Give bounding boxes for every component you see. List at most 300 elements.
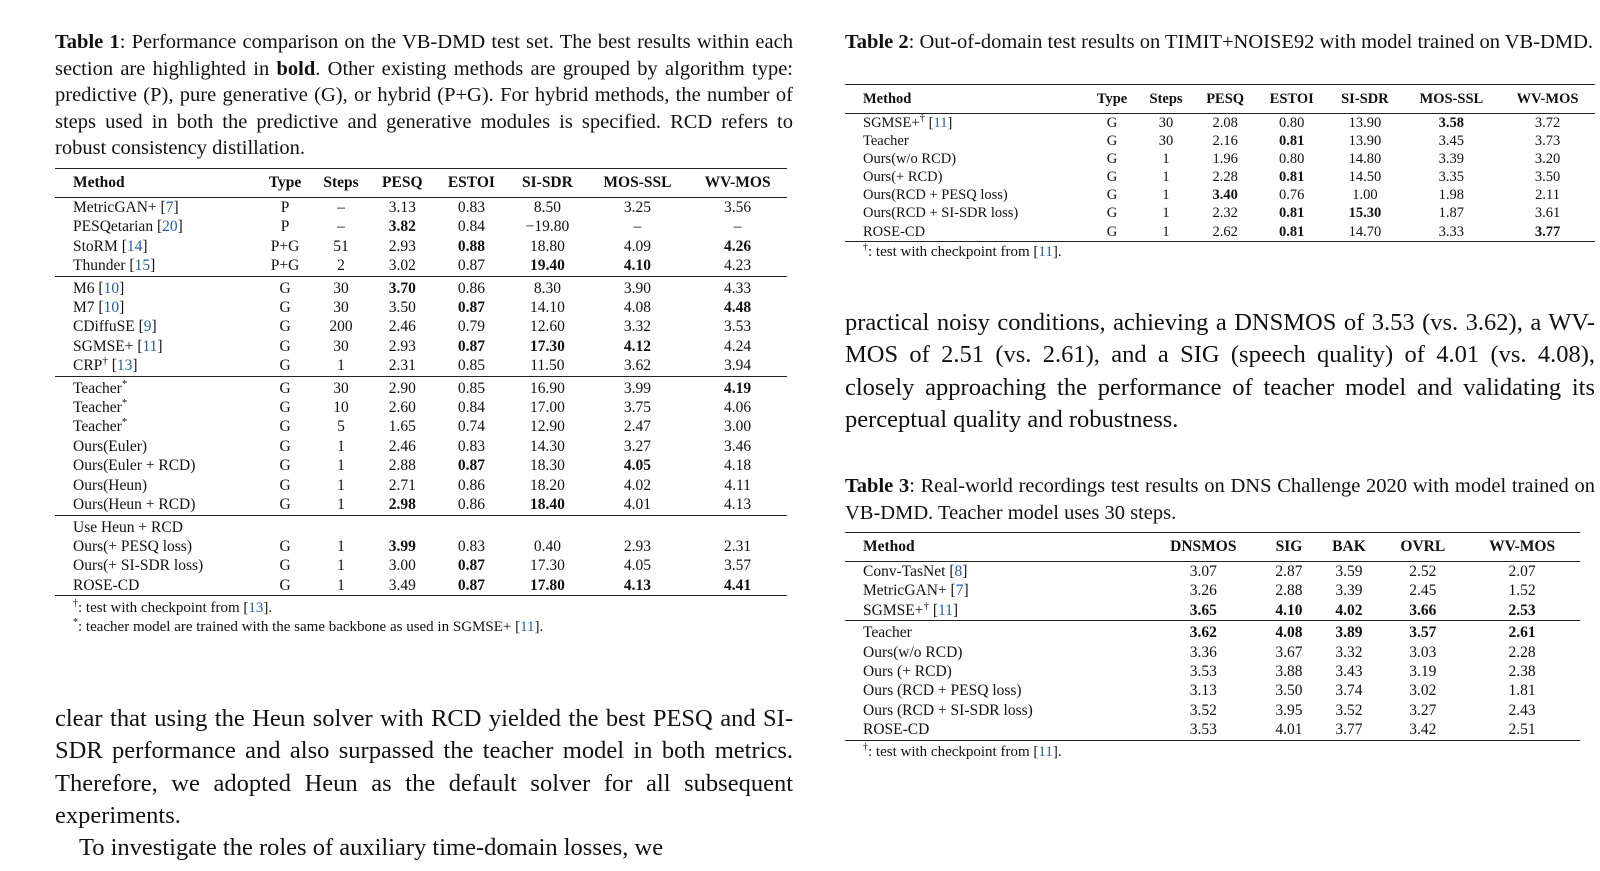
table1-value-cell: G bbox=[279, 418, 291, 436]
table1-value-cell: 0.87 bbox=[457, 257, 485, 275]
table3-row bbox=[845, 701, 1580, 720]
table1-method-name: StoRM bbox=[73, 237, 118, 255]
table1-method-name: PESQetarian bbox=[73, 218, 154, 236]
table2-footnote-symbol: † bbox=[863, 241, 868, 253]
table1-value-cell: 2.90 bbox=[370, 376, 435, 398]
table2-method-name: Ours(RCD + SI-SDR loss) bbox=[863, 205, 1019, 222]
table1-footnote-text: : teacher model are trained with the same backbone as used in SGMSE+ [ bbox=[78, 619, 521, 636]
table1-value-cell: 0.87 bbox=[457, 457, 485, 475]
table1-method-mark: * bbox=[121, 377, 128, 390]
table1-value-cell: 14.30 bbox=[529, 437, 565, 455]
table1-row bbox=[55, 317, 787, 336]
table1-header-pesq: PESQ bbox=[370, 169, 435, 198]
table3-value-cell: 4.08 bbox=[1261, 621, 1316, 643]
table1-row bbox=[55, 276, 787, 298]
table1-footnote-end: ]. bbox=[263, 600, 273, 617]
table1-citation-link[interactable]: 10 bbox=[103, 279, 120, 297]
table1-footnote-citation[interactable]: 11 bbox=[520, 619, 535, 636]
table1-header-wv-mos: WV-MOS bbox=[688, 169, 787, 198]
table3-value-cell: 3.89 bbox=[1316, 621, 1381, 643]
table2-row bbox=[845, 150, 1595, 168]
table1-label: Table 1 bbox=[55, 31, 120, 53]
table1-value-cell: 4.11 bbox=[724, 476, 751, 494]
table1-value-cell: 3.70 bbox=[370, 276, 435, 298]
table1-value-cell: P bbox=[280, 218, 290, 236]
table2-footnote-text: : test with checkpoint from [ bbox=[868, 243, 1039, 260]
table1-caption bbox=[55, 29, 793, 162]
table1-method-cell bbox=[55, 456, 258, 475]
table1-method-name: Teacher bbox=[73, 418, 122, 436]
table2-value-cell: G bbox=[1106, 133, 1118, 150]
table1-row bbox=[55, 376, 787, 398]
table3-value-cell: 3.59 bbox=[1335, 563, 1363, 580]
table1-value-cell: 30 bbox=[312, 376, 370, 398]
table3-value-cell: 1.52 bbox=[1508, 582, 1536, 600]
table2-row bbox=[845, 132, 1595, 150]
table3-method-cell: Conv-TasNet [8] bbox=[863, 563, 968, 580]
table1-method-cell: M7 [10] bbox=[73, 299, 125, 317]
table1-value-cell: G bbox=[279, 299, 291, 317]
table1-value-cell: 18.30 bbox=[529, 457, 565, 475]
table1-value-cell: 2.31 bbox=[388, 357, 416, 375]
table1-citation-link[interactable]: 11 bbox=[142, 337, 158, 355]
table1-method-cell: M6 [10] bbox=[55, 276, 258, 298]
table1-value-cell: 1 bbox=[337, 437, 345, 455]
table1-method-cell bbox=[55, 437, 258, 456]
table3-footnote-citation[interactable]: 11 bbox=[1038, 743, 1053, 760]
table1-value-cell: 3.57 bbox=[724, 557, 752, 575]
table1-value-cell: 0.84 bbox=[457, 218, 485, 236]
table3-row bbox=[845, 581, 1580, 600]
table2-value-cell: 14.70 bbox=[1327, 223, 1403, 242]
table3-footnote-symbol: † bbox=[863, 741, 868, 753]
table1-value-cell: 2.93 bbox=[623, 537, 651, 555]
table1-row bbox=[55, 198, 787, 218]
table3-header-wv-mos: WV-MOS bbox=[1464, 533, 1580, 562]
table1-row bbox=[55, 217, 787, 236]
table1-value-cell: P+G bbox=[270, 237, 300, 255]
table1-value-cell: 4.33 bbox=[688, 276, 787, 298]
table1-value-cell: – bbox=[633, 218, 642, 236]
table3-method-cell: MetricGAN+ [7] bbox=[863, 582, 969, 600]
table1-value-cell: 5 bbox=[337, 418, 345, 436]
table3-method-cell bbox=[845, 643, 1145, 662]
table1-value-cell: G bbox=[279, 318, 291, 336]
table2-method-cell bbox=[845, 132, 1086, 150]
table3-method-name: Conv-TasNet bbox=[863, 563, 946, 580]
table1-caption-bold: bold bbox=[276, 57, 316, 80]
table3-row bbox=[845, 662, 1580, 681]
table1-value-cell: 4.01 bbox=[623, 496, 651, 514]
table3-row bbox=[845, 621, 1580, 643]
table1-citation-link[interactable]: 14 bbox=[126, 237, 143, 255]
table3-footnote-end: ]. bbox=[1052, 743, 1062, 760]
table2-citation-link[interactable]: 11 bbox=[933, 115, 948, 131]
table1-method-cell bbox=[55, 556, 258, 575]
table1-value-cell: 1 bbox=[337, 457, 345, 475]
table3-value-cell: 2.88 bbox=[1275, 582, 1303, 600]
table2-method-mark: † bbox=[919, 112, 926, 125]
table1-value-cell: – bbox=[337, 199, 345, 216]
table1-row bbox=[55, 476, 787, 495]
table1-method-cell: Thunder [15] bbox=[73, 257, 156, 275]
table3-value-cell: 2.38 bbox=[1508, 663, 1536, 681]
table1-value-cell: 4.09 bbox=[623, 237, 651, 255]
table1-value-cell: 0.83 bbox=[457, 199, 485, 216]
table2-value-cell: 3.39 bbox=[1438, 151, 1465, 168]
table3-row bbox=[845, 681, 1580, 700]
table1-row bbox=[55, 298, 787, 317]
table2-method-name: Ours(w/o RCD) bbox=[863, 151, 957, 168]
table2-value-cell: 3.72 bbox=[1534, 115, 1561, 131]
table3-method-cell bbox=[845, 720, 1145, 740]
table1-method-name: M7 bbox=[73, 299, 95, 317]
table3-header-bak: BAK bbox=[1316, 533, 1381, 562]
table1-method-name: MetricGAN+ bbox=[73, 199, 157, 216]
table1-method-cell bbox=[55, 376, 258, 398]
table1-method-cell bbox=[55, 476, 258, 495]
table2-value-cell: 1 bbox=[1162, 205, 1170, 222]
table1-row bbox=[55, 437, 787, 456]
table3-value-cell: 3.39 bbox=[1335, 582, 1363, 600]
table1-value-cell: 3.50 bbox=[388, 299, 416, 317]
table2-method-cell bbox=[845, 186, 1086, 204]
table1-method-name: Ours(+ PESQ loss) bbox=[73, 537, 192, 555]
table1-value-cell: G bbox=[279, 537, 291, 555]
table3-row bbox=[845, 720, 1580, 740]
table1-value-cell: 30 bbox=[312, 276, 370, 298]
table2-footnote-citation[interactable]: 11 bbox=[1038, 243, 1053, 260]
table1-value-cell: 1 bbox=[337, 557, 345, 575]
table1-footnote-citation[interactable]: 13 bbox=[248, 600, 264, 617]
table1-method-name: Teacher bbox=[73, 379, 122, 397]
table1-value-cell: 18.20 bbox=[529, 476, 565, 494]
table1-method-cell bbox=[55, 417, 258, 436]
table1-row bbox=[55, 515, 787, 537]
table3-value-cell: 3.32 bbox=[1335, 643, 1363, 661]
table1-value-cell: G bbox=[258, 376, 312, 398]
table2-method-name: ROSE-CD bbox=[863, 223, 926, 240]
table1-value-cell: −19.80 bbox=[525, 218, 570, 236]
table1-method-cell bbox=[55, 537, 258, 556]
table1-value-cell: 18.80 bbox=[529, 237, 565, 255]
table2-method-cell: SGMSE+† [11] bbox=[863, 112, 953, 131]
table1-value-cell: 1 bbox=[312, 576, 370, 596]
table2-method-name: Ours(RCD + PESQ loss) bbox=[863, 187, 1008, 204]
table1-citation-link[interactable]: 20 bbox=[162, 218, 178, 236]
table2-value-cell: 0.81 bbox=[1279, 133, 1305, 150]
table1-value-cell: 17.00 bbox=[529, 399, 565, 417]
table1-value-cell: 3.00 bbox=[388, 557, 416, 575]
table1-value-cell: 0.83 bbox=[457, 437, 485, 455]
table2-value-cell: G bbox=[1106, 151, 1118, 168]
table2-row bbox=[845, 114, 1595, 133]
right-body-paragraph: practical noisy conditions, achieving a DNSMOS of 3.53 (vs. 3.62), a WV-MOS of 2.51 (vs. 2.61), and a SIG (speech quality) of 4.01 (vs. 4.08), closely approaching the performance of teacher model and validating its perceptual quality and robustness. bbox=[845, 309, 1595, 433]
table1-row bbox=[55, 556, 787, 575]
table3-value-cell: 3.50 bbox=[1275, 682, 1303, 700]
table1-value-cell: 0.86 bbox=[457, 496, 485, 514]
table1-value-cell: 19.40 bbox=[529, 257, 565, 275]
table1-header-si-sdr: SI-SDR bbox=[508, 169, 587, 198]
table3-value-cell: 3.36 bbox=[1189, 643, 1217, 661]
table1-value-cell: 18.40 bbox=[529, 496, 565, 514]
table1-value-cell: 2.93 bbox=[388, 337, 416, 355]
table2-value-cell: 3.73 bbox=[1534, 133, 1561, 150]
table2-header-si-sdr: SI-SDR bbox=[1327, 85, 1403, 114]
table1-method-cell: SGMSE+ [11] bbox=[73, 337, 163, 355]
table3-value-cell: 2.07 bbox=[1508, 563, 1536, 580]
table1-citation-link[interactable]: 9 bbox=[143, 318, 152, 336]
table3-value-cell: 3.42 bbox=[1382, 720, 1465, 740]
table2-method-cell bbox=[845, 150, 1086, 168]
table3-method-cell bbox=[845, 621, 1145, 643]
table1-value-cell: 17.80 bbox=[508, 576, 587, 596]
table2-method-cell bbox=[845, 223, 1086, 242]
table1-method-cell: CRP† [13] bbox=[73, 355, 138, 375]
table2-value-cell: 0.76 bbox=[1279, 187, 1305, 204]
left-body-paragraph: clear that using the Heun solver with RCD yielded the best PESQ and SI-SDR performance and also surpassed the teacher model in both metrics. Therefore, we adopted Heun as the default solver for all subsequent experiments. bbox=[55, 705, 793, 829]
table1-value-cell: 2.93 bbox=[388, 237, 416, 255]
table1-row bbox=[55, 537, 787, 556]
table1-method-name: M6 bbox=[73, 279, 95, 297]
table1-method-cell bbox=[55, 576, 258, 596]
table1-value-cell bbox=[258, 515, 312, 537]
table1-value-cell: 2.31 bbox=[724, 537, 752, 555]
table2-value-cell: 0.81 bbox=[1256, 223, 1327, 242]
table3-method-name: Ours (RCD + PESQ loss) bbox=[863, 682, 1022, 700]
table1-value-cell: 1 bbox=[337, 476, 345, 494]
table1-value-cell: 0.88 bbox=[457, 237, 485, 255]
table2-method-cell bbox=[845, 204, 1086, 222]
table1-value-cell: 1 bbox=[337, 357, 345, 375]
table1-caption-part1: : Performance comparison on the VB-DMD test set. The best results within each section are highlighted in bbox=[55, 31, 793, 80]
table2-row bbox=[845, 223, 1595, 242]
table1-value-cell: 3.00 bbox=[724, 418, 752, 436]
table1-value-cell: 4.19 bbox=[688, 376, 787, 398]
table3-label: Table 3 bbox=[845, 475, 910, 497]
table1-footnote-end: ]. bbox=[534, 619, 544, 636]
table1-value-cell bbox=[587, 515, 689, 537]
table2-value-cell: 3.35 bbox=[1438, 169, 1465, 186]
table3-value-cell: 2.61 bbox=[1464, 621, 1580, 643]
table1-value-cell: 3.27 bbox=[623, 437, 651, 455]
table1-value-cell: 0.84 bbox=[457, 399, 485, 417]
table1-value-cell: 12.90 bbox=[529, 418, 565, 436]
table1-value-cell: 1.65 bbox=[388, 418, 416, 436]
table1-value-cell: 51 bbox=[333, 237, 349, 255]
table3-value-cell: 3.74 bbox=[1335, 682, 1363, 700]
table1-row bbox=[55, 398, 787, 417]
table1-value-cell: 4.24 bbox=[724, 337, 752, 355]
table3-method-name: Ours (RCD + SI-SDR loss) bbox=[863, 701, 1033, 719]
table3-method-name: Ours(w/o RCD) bbox=[863, 643, 963, 661]
table3-value-cell: 3.53 bbox=[1145, 720, 1261, 740]
table1-method-name: Ours(Euler) bbox=[73, 437, 148, 455]
table1-method-cell: MetricGAN+ [7] bbox=[73, 199, 179, 216]
table1-method-name: Ours(Heun + RCD) bbox=[73, 496, 196, 514]
table1-value-cell: G bbox=[279, 337, 291, 355]
table2-value-cell: 1 bbox=[1162, 169, 1170, 186]
table2-footnote-end: ]. bbox=[1052, 243, 1062, 260]
table1-value-cell: 4.13 bbox=[587, 576, 689, 596]
table1-value-cell: 4.08 bbox=[623, 299, 651, 317]
table1-value-cell: 16.90 bbox=[508, 376, 587, 398]
table3-value-cell: 3.65 bbox=[1189, 601, 1217, 619]
table1-value-cell: P bbox=[280, 199, 290, 216]
table2-value-cell: 30 bbox=[1158, 115, 1174, 131]
table2-value-cell: 14.80 bbox=[1348, 151, 1382, 168]
table1-method-cell bbox=[55, 515, 258, 537]
table2-value-cell: 3.33 bbox=[1403, 223, 1500, 242]
table1-value-cell: 10 bbox=[333, 399, 349, 417]
table3-footnote bbox=[845, 743, 1580, 762]
table2-value-cell: 2.16 bbox=[1212, 133, 1238, 150]
table1-value-cell: 4.06 bbox=[724, 399, 752, 417]
table1-value-cell: 0.86 bbox=[457, 476, 485, 494]
table1-citation-link[interactable]: 7 bbox=[165, 199, 174, 216]
table3-header-sig: SIG bbox=[1261, 533, 1316, 562]
table2-header-pesq: PESQ bbox=[1194, 85, 1256, 114]
table3-value-cell: 1.81 bbox=[1508, 682, 1536, 700]
table3-value-cell: 3.52 bbox=[1335, 701, 1363, 719]
table1-value-cell: 3.99 bbox=[587, 376, 689, 398]
table3-method-cell bbox=[845, 662, 1145, 681]
table1-method-name: CDiffuSE bbox=[73, 318, 135, 336]
table3-value-cell: 3.13 bbox=[1189, 682, 1217, 700]
table1-footnotes bbox=[55, 599, 787, 637]
table1-value-cell: 3.49 bbox=[370, 576, 435, 596]
table2-value-cell: 15.30 bbox=[1348, 205, 1382, 222]
table2-value-cell: 2.08 bbox=[1212, 115, 1238, 131]
table1-method-name: SGMSE+ bbox=[73, 337, 134, 355]
table1-value-cell: 3.46 bbox=[724, 437, 752, 455]
table3-value-cell: 2.43 bbox=[1508, 701, 1536, 719]
table1-value-cell bbox=[508, 515, 587, 537]
table1-value-cell: G bbox=[279, 357, 291, 375]
table1-header-type: Type bbox=[258, 169, 312, 198]
table1-value-cell: 200 bbox=[329, 318, 353, 336]
table1-value-cell: 0.79 bbox=[457, 318, 485, 336]
table1-value-cell: 2.71 bbox=[388, 476, 416, 494]
table2-value-cell: 1 bbox=[1162, 187, 1170, 204]
table1-value-cell: 4.02 bbox=[623, 476, 651, 494]
table1-citation-link[interactable]: 15 bbox=[134, 257, 151, 275]
table1-citation-link[interactable]: 10 bbox=[103, 299, 120, 317]
table1-value-cell: G bbox=[279, 557, 291, 575]
table1-value-cell: G bbox=[279, 496, 291, 514]
table1-value-cell: 2.60 bbox=[388, 399, 416, 417]
table2-header-mos-ssl: MOS-SSL bbox=[1403, 85, 1500, 114]
table1-method-name: Ours(Euler + RCD) bbox=[73, 457, 196, 475]
table2-value-cell: 1 bbox=[1162, 151, 1170, 168]
table2-value-cell: G bbox=[1106, 169, 1118, 186]
table3-citation-link[interactable]: 7 bbox=[955, 582, 964, 600]
table3-value-cell: 3.43 bbox=[1335, 663, 1363, 681]
table1-method-name: Ours(Heun) bbox=[73, 476, 148, 494]
table2-value-cell: 1 bbox=[1138, 223, 1194, 242]
table1-value-cell: 1 bbox=[337, 537, 345, 555]
table2-method-cell bbox=[845, 168, 1086, 186]
table2-value-cell: 3.77 bbox=[1500, 223, 1595, 242]
table1-value-cell: 4.23 bbox=[724, 257, 752, 275]
table2-value-cell: 13.90 bbox=[1348, 115, 1382, 131]
left-body-cut-text: To investigate the roles of auxiliary time-domain losses, we bbox=[79, 834, 664, 861]
table2-value-cell: 2.28 bbox=[1212, 169, 1238, 186]
table1-value-cell: 3.82 bbox=[388, 218, 416, 236]
table3-value-cell: 4.10 bbox=[1275, 601, 1303, 619]
table2-header-type: Type bbox=[1086, 85, 1138, 114]
table1-value-cell bbox=[688, 515, 787, 537]
table3-value-cell: 2.45 bbox=[1409, 582, 1437, 600]
table2-value-cell: G bbox=[1086, 223, 1138, 242]
table2-row bbox=[845, 168, 1595, 186]
table3-caption bbox=[845, 473, 1595, 526]
table3-citation-link[interactable]: 11 bbox=[937, 601, 953, 619]
table1-value-cell: 3.90 bbox=[587, 276, 689, 298]
table1-value-cell: 4.05 bbox=[623, 557, 651, 575]
table2-method-name: SGMSE+ bbox=[863, 115, 920, 131]
table1-value-cell: 2.98 bbox=[388, 496, 416, 514]
table1-method-name: ROSE-CD bbox=[73, 576, 140, 594]
table2-value-cell: 2.32 bbox=[1212, 205, 1238, 222]
table1-header-steps: Steps bbox=[312, 169, 370, 198]
table1-method-cell bbox=[55, 495, 258, 515]
table3-citation-link[interactable]: 8 bbox=[954, 563, 963, 580]
table2-value-cell: 3.58 bbox=[1438, 115, 1465, 131]
table1-value-cell: 0.87 bbox=[457, 557, 485, 575]
table3-value-cell: 3.66 bbox=[1409, 601, 1437, 619]
table1-grid bbox=[55, 168, 787, 596]
table2-row bbox=[845, 204, 1595, 222]
table1-value-cell: G bbox=[279, 437, 291, 455]
table3-value-cell: 2.87 bbox=[1275, 563, 1303, 580]
table2-value-cell: 30 bbox=[1158, 133, 1174, 150]
table1-footnote-symbol: † bbox=[73, 598, 78, 610]
table2-value-cell: 0.81 bbox=[1279, 169, 1305, 186]
table1-method-cell: StoRM [14] bbox=[73, 237, 148, 255]
table2-value-cell: 13.90 bbox=[1348, 133, 1382, 150]
table3-value-cell: 3.67 bbox=[1275, 643, 1303, 661]
table2-value-cell: 1.87 bbox=[1438, 205, 1465, 222]
table2-value-cell: 2.62 bbox=[1194, 223, 1256, 242]
table3-method-name: SGMSE+ bbox=[863, 601, 924, 619]
table2-footnote-line bbox=[863, 243, 1595, 262]
table1-citation-link[interactable]: 13 bbox=[116, 357, 133, 375]
table1-value-cell: 11.50 bbox=[530, 357, 565, 375]
table3-header-method: Method bbox=[845, 533, 1145, 562]
table3-caption-text: : Real-world recordings test results on DNS Challenge 2020 with model trained on VB-DMD. Teacher model uses 30 steps. bbox=[845, 475, 1595, 524]
table3-method-name: ROSE-CD bbox=[863, 721, 930, 739]
table1-value-cell: 14.10 bbox=[529, 299, 565, 317]
table3-footnote-line bbox=[863, 743, 1580, 762]
table3-row bbox=[845, 643, 1580, 662]
table3-value-cell: 3.07 bbox=[1189, 563, 1217, 580]
table2-value-cell: 0.81 bbox=[1279, 205, 1305, 222]
table2-value-cell: 1.98 bbox=[1438, 187, 1465, 204]
table1-value-cell: 0.87 bbox=[435, 576, 509, 596]
table1-value-cell: – bbox=[337, 218, 345, 236]
table3-header-dnsmos: DNSMOS bbox=[1145, 533, 1261, 562]
table3-value-cell: 4.02 bbox=[1335, 601, 1363, 619]
table3-value-cell: 3.52 bbox=[1189, 701, 1217, 719]
table1-value-cell: 4.48 bbox=[724, 299, 752, 317]
table2-value-cell: 0.80 bbox=[1279, 115, 1305, 131]
table1-value-cell: 3.62 bbox=[623, 357, 651, 375]
table2-value-cell: 2.11 bbox=[1535, 187, 1560, 204]
table1-method-name: Use Heun + RCD bbox=[73, 518, 183, 536]
table2-method-name: Teacher bbox=[863, 133, 909, 150]
table1-value-cell: 0.40 bbox=[533, 537, 561, 555]
